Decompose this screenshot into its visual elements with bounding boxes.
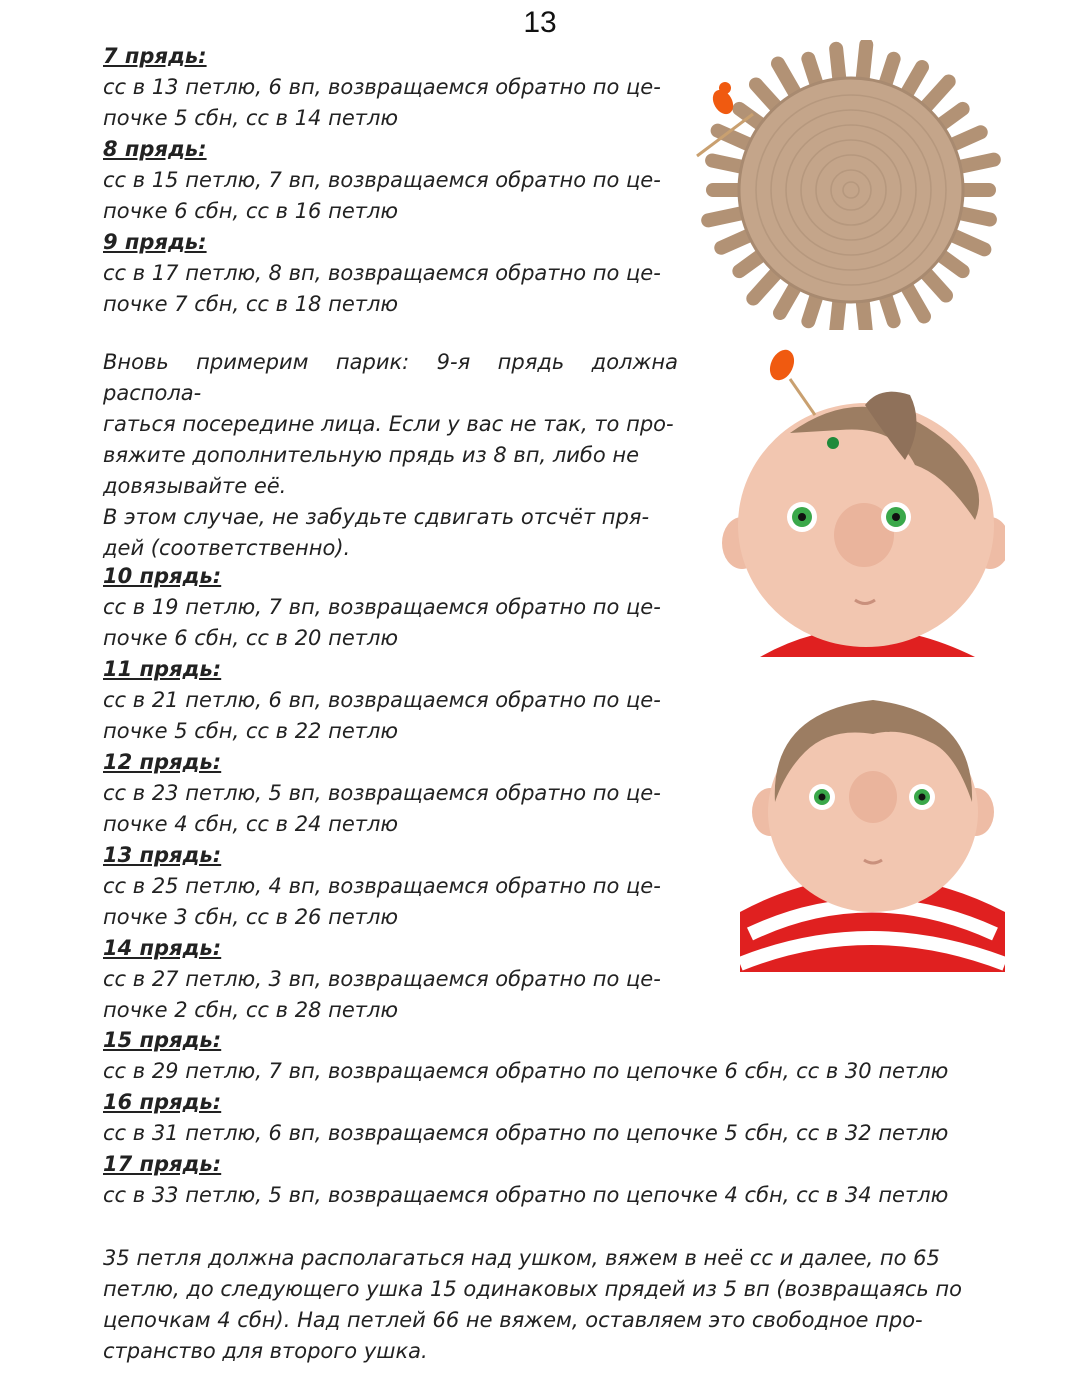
final-note xyxy=(103,1243,978,1367)
strand-text: сс в 25 петлю, 4 вп, возвращаемся обратно по це- xyxy=(103,874,661,898)
strand-heading: 11 прядь: xyxy=(103,657,222,681)
strand-text: сс в 33 петлю, 5 вп, возвращаемся обратно по цепочке 4 сбн, сс в 34 петлю xyxy=(103,1183,949,1207)
strand-heading: 10 прядь: xyxy=(103,564,222,588)
note-line: 35 петля должна располагаться над ушком, вяжем в неё сс и далее, по 65 xyxy=(103,1246,940,1270)
strands-middle-block xyxy=(103,561,678,1026)
strand-text: почке 6 сбн, сс в 20 петлю xyxy=(103,626,399,650)
doll-head-wig-fitting-photo xyxy=(720,345,1005,657)
note-line: странство для второго ушка. xyxy=(103,1339,428,1363)
note-line: дей (соответственно). xyxy=(103,536,351,560)
fitting-note xyxy=(103,347,678,564)
strand-heading: 13 прядь: xyxy=(103,843,222,867)
strand-heading: 12 прядь: xyxy=(103,750,222,774)
strands-wide-block xyxy=(103,1025,978,1211)
strand-text: сс в 19 петлю, 7 вп, возвращаемся обратно по це- xyxy=(103,595,661,619)
note-line: Вновь примерим парик: 9-я прядь должна распола- xyxy=(103,350,678,405)
page-number: 13 xyxy=(523,6,557,39)
strand-heading: 17 прядь: xyxy=(103,1152,222,1176)
strand-heading: 16 прядь: xyxy=(103,1090,222,1114)
strand-text: сс в 17 петлю, 8 вп, возвращаемся обратно по це- xyxy=(103,261,661,285)
strand-text: почке 5 сбн, сс в 14 петлю xyxy=(103,106,399,130)
strand-text: почке 2 сбн, сс в 28 петлю xyxy=(103,998,399,1022)
note-line: довязывайте её. xyxy=(103,474,287,498)
strand-text: сс в 15 петлю, 7 вп, возвращаемся обратно по це- xyxy=(103,168,661,192)
strand-heading: 14 прядь: xyxy=(103,936,222,960)
strand-text: почке 4 сбн, сс в 24 петлю xyxy=(103,812,399,836)
strand-heading: 15 прядь: xyxy=(103,1028,222,1052)
strand-text: почке 5 сбн, сс в 22 петлю xyxy=(103,719,399,743)
strand-text: почке 7 сбн, сс в 18 петлю xyxy=(103,292,399,316)
strand-text: почке 3 сбн, сс в 26 петлю xyxy=(103,905,399,929)
strand-heading: 9 прядь: xyxy=(103,230,207,254)
strands-top-block xyxy=(103,41,678,320)
wig-cap-photo xyxy=(693,40,1005,330)
note-line: гаться посередине лица. Если у вас не так, то про- xyxy=(103,412,674,436)
note-line: вяжите дополнительную прядь из 8 вп, либо не xyxy=(103,443,640,467)
strand-text: сс в 23 петлю, 5 вп, возвращаемся обратно по це- xyxy=(103,781,661,805)
strand-text: сс в 29 петлю, 7 вп, возвращаемся обратно по цепочке 6 сбн, сс в 30 петлю xyxy=(103,1059,949,1083)
strand-heading: 7 прядь: xyxy=(103,44,207,68)
note-line: В этом случае, не забудьте сдвигать отсчёт пря- xyxy=(103,505,650,529)
strand-text: сс в 13 петлю, 6 вп, возвращаемся обратно по це- xyxy=(103,75,661,99)
note-line: цепочкам 4 сбн). Над петлей 66 не вяжем, оставляем это свободное про- xyxy=(103,1308,923,1332)
strand-text: почке 6 сбн, сс в 16 петлю xyxy=(103,199,399,223)
strand-text: сс в 27 петлю, 3 вп, возвращаемся обратно по це- xyxy=(103,967,661,991)
doll-finished-hair-photo xyxy=(740,672,1005,972)
strand-heading: 8 прядь: xyxy=(103,137,207,161)
strand-text: сс в 31 петлю, 6 вп, возвращаемся обратно по цепочке 5 сбн, сс в 32 петлю xyxy=(103,1121,949,1145)
note-line: петлю, до следующего ушка 15 одинаковых прядей из 5 вп (возвращаясь по xyxy=(103,1277,963,1301)
strand-text: сс в 21 петлю, 6 вп, возвращаемся обратно по це- xyxy=(103,688,661,712)
